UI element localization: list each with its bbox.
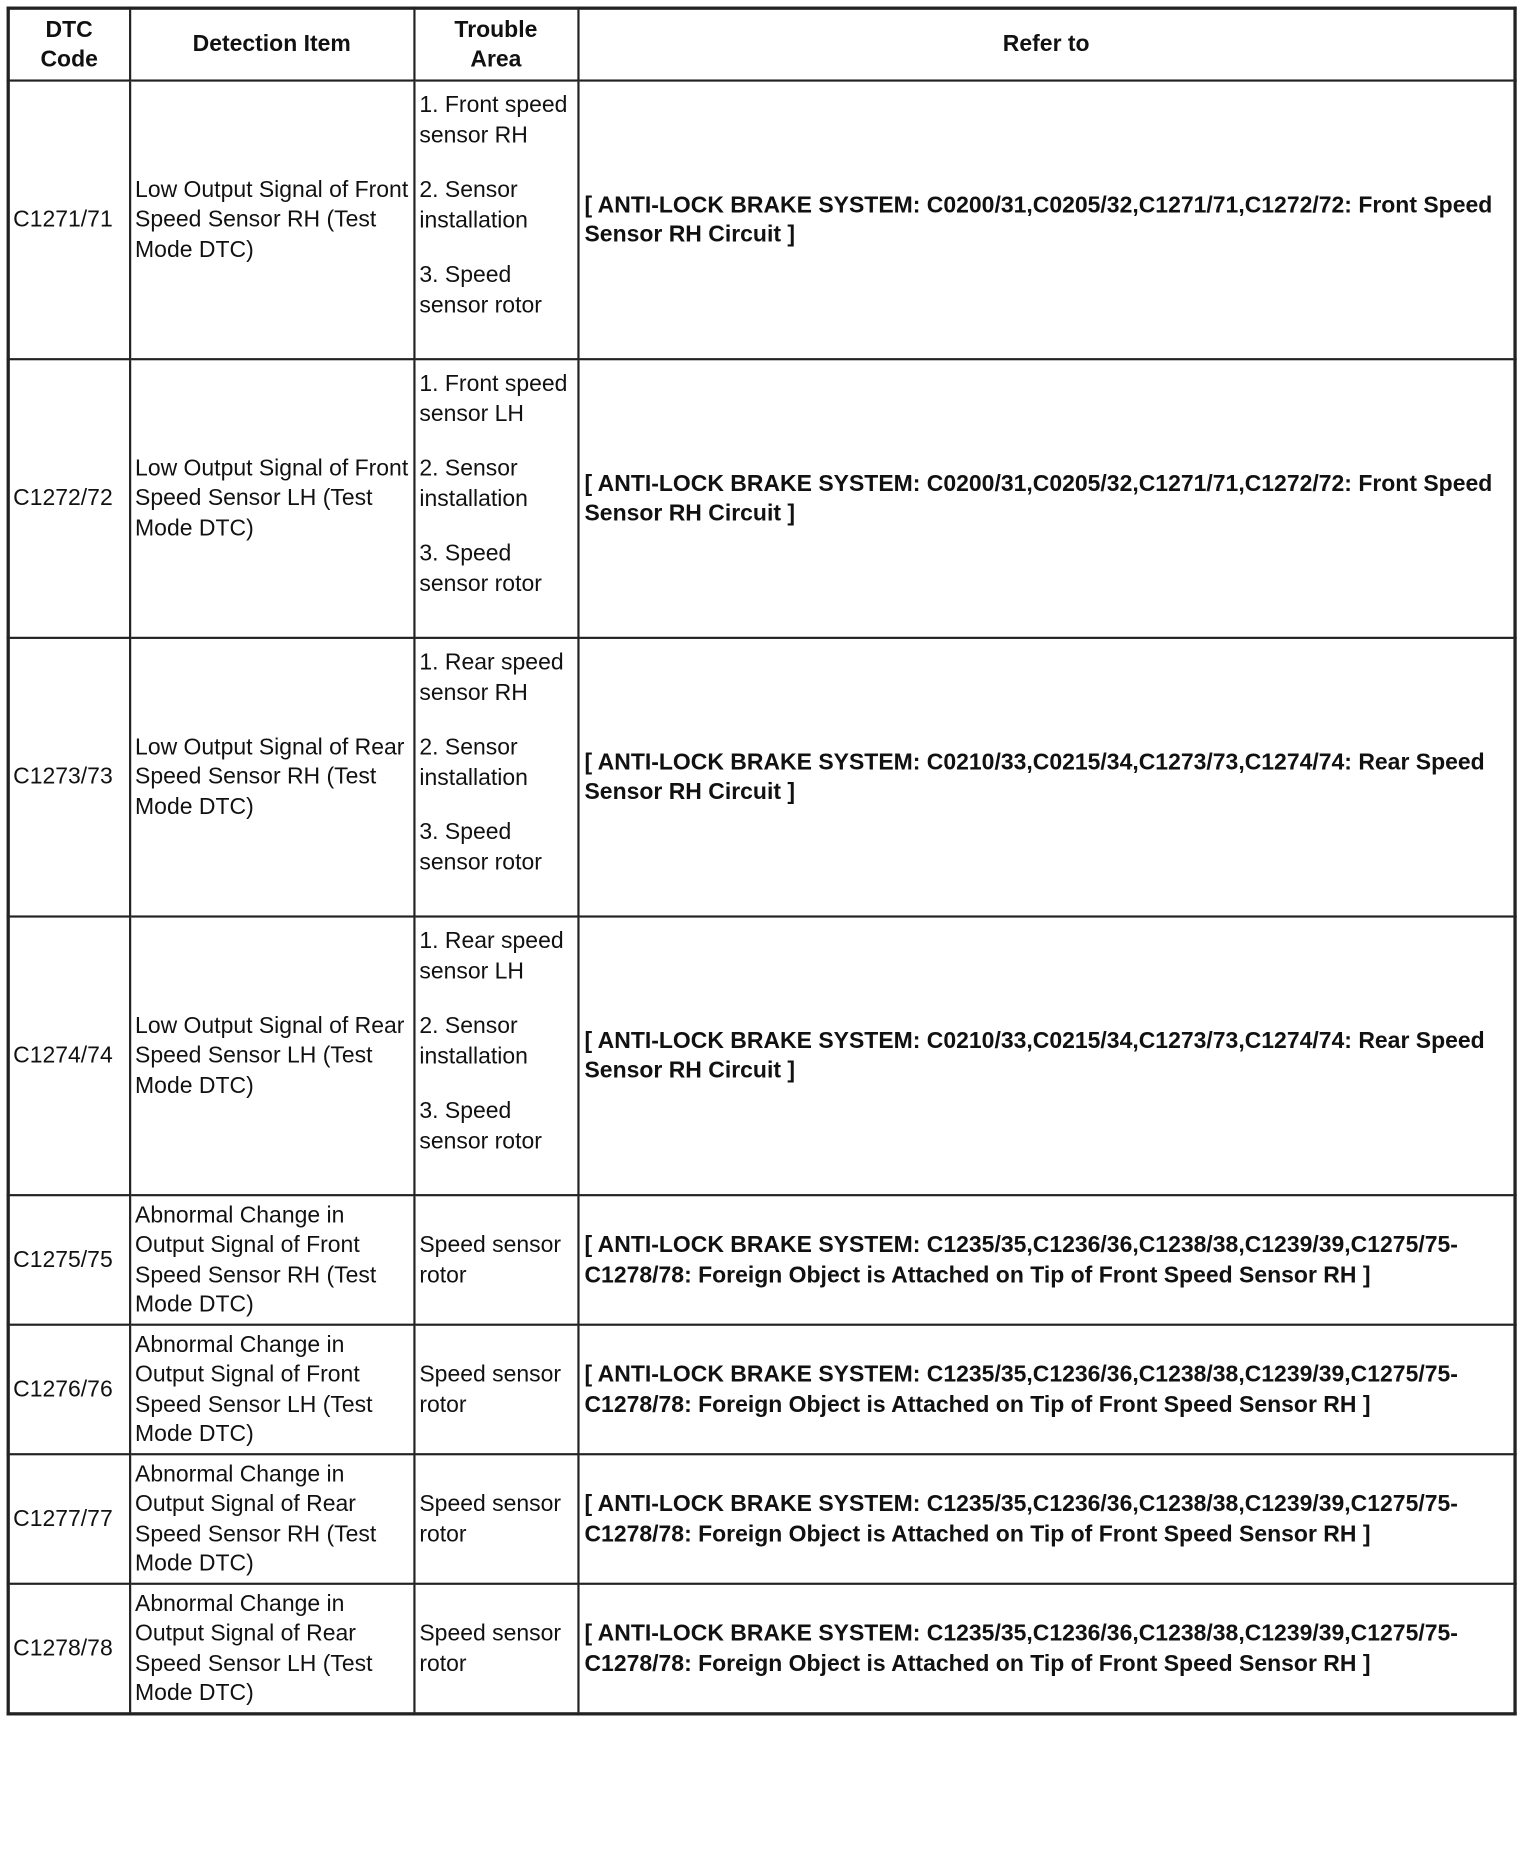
table-row [8, 1584, 1515, 1714]
table-header-row [8, 8, 1515, 80]
table-row [8, 81, 1515, 360]
detection-item-cell: Abnormal Change in Output Signal of Front Speed Sensor LH (Test Mode DTC) [130, 1325, 414, 1455]
table-row [8, 1195, 1515, 1325]
trouble-area-item: Speed sensor rotor [419, 1491, 562, 1547]
trouble-area-cell [414, 1325, 578, 1455]
refer-to-link[interactable]: [ ANTI-LOCK BRAKE SYSTEM: C1235/35,C1236/36,C1238/38,C1239/39,C1275/75-C1278/78: Foreign Object is Attached on Tip of Front Speed Sensor RH ] [578, 1325, 1515, 1455]
header-refer-to: Refer to [578, 8, 1515, 80]
table-row [8, 1325, 1515, 1455]
trouble-area-item: 3. Speed sensor rotor [419, 540, 542, 596]
refer-to-link[interactable]: [ ANTI-LOCK BRAKE SYSTEM: C1235/35,C1236/36,C1238/38,C1239/39,C1275/75-C1278/78: Foreign Object is Attached on Tip of Front Speed Sensor RH ] [578, 1195, 1515, 1325]
refer-to-link[interactable]: [ ANTI-LOCK BRAKE SYSTEM: C0200/31,C0205/32,C1271/71,C1272/72: Front Speed Sensor RH Circuit ] [578, 359, 1515, 638]
dtc-code-cell: C1275/75 [8, 1195, 129, 1325]
refer-to-link[interactable]: [ ANTI-LOCK BRAKE SYSTEM: C1235/35,C1236/36,C1238/38,C1239/39,C1275/75-C1278/78: Foreign Object is Attached on Tip of Front Speed Sensor RH ] [578, 1454, 1515, 1584]
table-row [8, 638, 1515, 917]
dtc-code-cell: C1271/71 [8, 81, 129, 360]
trouble-area-item: Speed sensor rotor [419, 1620, 562, 1676]
detection-item-cell: Abnormal Change in Output Signal of Front Speed Sensor RH (Test Mode DTC) [130, 1195, 414, 1325]
trouble-area-cell [414, 917, 578, 1196]
refer-to-link[interactable]: [ ANTI-LOCK BRAKE SYSTEM: C0210/33,C0215/34,C1273/73,C1274/74: Rear Speed Sensor RH Circuit ] [578, 638, 1515, 917]
header-dtc-code: DTC Code [8, 8, 129, 80]
trouble-area-item: 3. Speed sensor rotor [419, 262, 542, 318]
table-row [8, 359, 1515, 638]
trouble-area-cell [414, 359, 578, 638]
trouble-area-item: 2. Sensor installation [419, 1013, 528, 1069]
trouble-area-item: 1. Front speed sensor LH [419, 371, 568, 427]
dtc-code-cell: C1276/76 [8, 1325, 129, 1455]
dtc-code-cell: C1278/78 [8, 1584, 129, 1714]
trouble-area-item: 2. Sensor installation [419, 734, 528, 790]
table-body [8, 81, 1515, 1714]
refer-to-link[interactable]: [ ANTI-LOCK BRAKE SYSTEM: C1235/35,C1236/36,C1238/38,C1239/39,C1275/75-C1278/78: Foreign Object is Attached on Tip of Front Speed Sensor RH ] [578, 1584, 1515, 1714]
detection-item-cell: Abnormal Change in Output Signal of Rear Speed Sensor LH (Test Mode DTC) [130, 1584, 414, 1714]
dtc-code-cell: C1273/73 [8, 638, 129, 917]
trouble-area-item: Speed sensor rotor [419, 1361, 562, 1417]
table-row [8, 917, 1515, 1196]
trouble-area-item: 2. Sensor installation [419, 456, 528, 512]
header-detection-item: Detection Item [130, 8, 414, 80]
dtc-table [7, 7, 1517, 1716]
trouble-area-item: 3. Speed sensor rotor [419, 819, 542, 875]
trouble-area-cell [414, 1584, 578, 1714]
table-row [8, 1454, 1515, 1584]
detection-item-cell: Low Output Signal of Rear Speed Sensor RH (Test Mode DTC) [130, 638, 414, 917]
refer-to-link[interactable]: [ ANTI-LOCK BRAKE SYSTEM: C0200/31,C0205/32,C1271/71,C1272/72: Front Speed Sensor RH Circuit ] [578, 81, 1515, 360]
detection-item-cell: Abnormal Change in Output Signal of Rear Speed Sensor RH (Test Mode DTC) [130, 1454, 414, 1584]
trouble-area-item: 2. Sensor installation [419, 177, 528, 233]
trouble-area-cell [414, 81, 578, 360]
trouble-area-item: 1. Rear speed sensor LH [419, 928, 564, 984]
dtc-code-cell: C1274/74 [8, 917, 129, 1196]
header-trouble-area: Trouble Area [414, 8, 578, 80]
trouble-area-item: 1. Rear speed sensor RH [419, 649, 564, 705]
detection-item-cell: Low Output Signal of Front Speed Sensor RH (Test Mode DTC) [130, 81, 414, 360]
trouble-area-cell [414, 1195, 578, 1325]
trouble-area-item: 3. Speed sensor rotor [419, 1098, 542, 1154]
trouble-area-item: 1. Front speed sensor RH [419, 92, 568, 148]
refer-to-link[interactable]: [ ANTI-LOCK BRAKE SYSTEM: C0210/33,C0215/34,C1273/73,C1274/74: Rear Speed Sensor RH Circuit ] [578, 917, 1515, 1196]
trouble-area-cell [414, 1454, 578, 1584]
trouble-area-cell [414, 638, 578, 917]
trouble-area-item: Speed sensor rotor [419, 1232, 562, 1288]
detection-item-cell: Low Output Signal of Rear Speed Sensor LH (Test Mode DTC) [130, 917, 414, 1196]
detection-item-cell: Low Output Signal of Front Speed Sensor LH (Test Mode DTC) [130, 359, 414, 638]
dtc-code-cell: C1277/77 [8, 1454, 129, 1584]
dtc-code-cell: C1272/72 [8, 359, 129, 638]
